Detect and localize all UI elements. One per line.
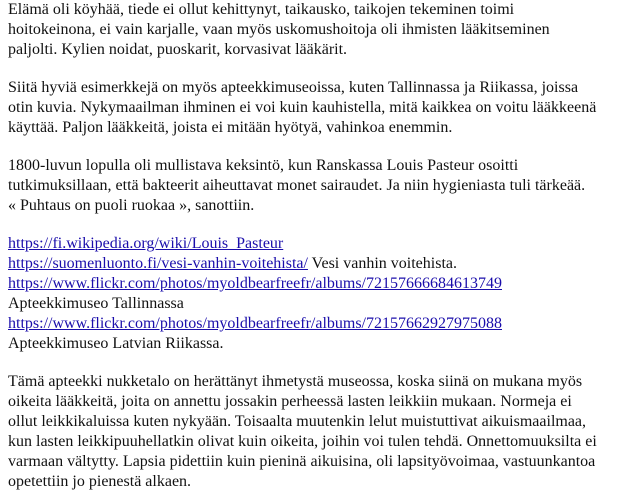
paragraph-3-line-2: tutkimuksillaan, että bakteerit aiheuttavat monet sairaudet. Ja niin hygieniasta tuli tärkeää. [8, 177, 586, 194]
link-row-1 [8, 234, 632, 254]
paragraph-spacer [8, 138, 632, 156]
paragraph-3-line-1: 1800-luvun lopulla oli mullistava keksintö, kun Ranskassa Louis Pasteur osoitti [8, 157, 519, 174]
paragraph-spacer [8, 354, 632, 372]
paragraph-2-line-1: Siitä hyviä esimerkkejä on myös apteekkimuseoissa, kuten Tallinnassa ja Riikassa, joissa [8, 79, 579, 96]
link-3-caption: Apteekkimuseo Tallinnassa [8, 295, 184, 312]
links-section [8, 234, 632, 354]
paragraph-spacer [8, 216, 632, 234]
paragraph-spacer [8, 60, 632, 78]
paragraph-4-line-4: kun lasten leikkipuuhellatkin olivat kuin oikeita, joihin voi tulen tehdä. Onnettomuuksilta ei [8, 433, 597, 450]
link-2-caption: Vesi vanhin voitehista. [307, 255, 457, 272]
paragraph-4 [8, 372, 632, 492]
paragraph-1-line-1: Elämä oli köyhää, tiede ei ollut kehittynyt, taikausko, taikojen tekeminen toimi [8, 1, 515, 18]
paragraph-1-line-2: hoitokeinona, ei vain karjalle, vaan myös uskomushoitoja oli ihmisten lääkitseminen [8, 21, 550, 38]
link-row-2 [8, 254, 632, 274]
paragraph-2-line-3: käyttää. Paljon lääkkeitä, joista ei mitään hyötyä, vahinkoa enemmin. [8, 119, 453, 136]
link-wikipedia-louis-pasteur[interactable]: https://fi.wikipedia.org/wiki/Louis_Pasteur [8, 235, 284, 252]
link-4-caption: Apteekkimuseo Latvian Riikassa. [8, 335, 224, 352]
paragraph-4-line-2: oikeita lääkkeitä, joita on annettu jossakin perheessä lasten leikkiin mukaan. Normeja ei [8, 393, 572, 410]
paragraph-4-line-3: ollut leikkikaluissa kuten nykyään. Toisaalta muutenkin lelut muistuttivat aikuismaailmaa, [8, 413, 587, 430]
paragraph-3-line-3: « Puhtaus on puoli ruokaa », sanottiin. [8, 197, 255, 214]
paragraph-2-line-2: otin kuvia. Nykymaailman ihminen ei voi kuin kauhistella, mitä kaikkea on voitu lääkkeenä [8, 99, 597, 116]
paragraph-3 [8, 156, 632, 216]
paragraph-2 [8, 78, 632, 138]
link-suomenluonto[interactable]: https://suomenluonto.fi/vesi-vanhin-voitehista/ [8, 255, 308, 272]
link-row-4 [8, 314, 632, 334]
link-row-3 [8, 274, 632, 294]
paragraph-1 [8, 0, 632, 60]
link-flickr-tallinn[interactable]: https://www.flickr.com/photos/myoldbearfreefr/albums/72157666684613749 [8, 275, 502, 292]
paragraph-4-line-1: Tämä apteekki nukketalo on herättänyt ihmetystä museossa, koska siinä on mukana myös [8, 373, 583, 390]
paragraph-4-line-6: opetettiin jo pienestä alkaen. [8, 473, 192, 490]
paragraph-4-line-5: varmaan vältytty. Lapsia pidettiin kuin pieninä aikuisina, oli lapsityövoimaa, vastuunkantoa [8, 453, 596, 470]
paragraph-1-line-3: paljolti. Kylien noidat, puoskarit, korvasivat lääkärit. [8, 41, 348, 58]
link-flickr-riga[interactable]: https://www.flickr.com/photos/myoldbearfreefr/albums/72157662927975088 [8, 315, 502, 332]
